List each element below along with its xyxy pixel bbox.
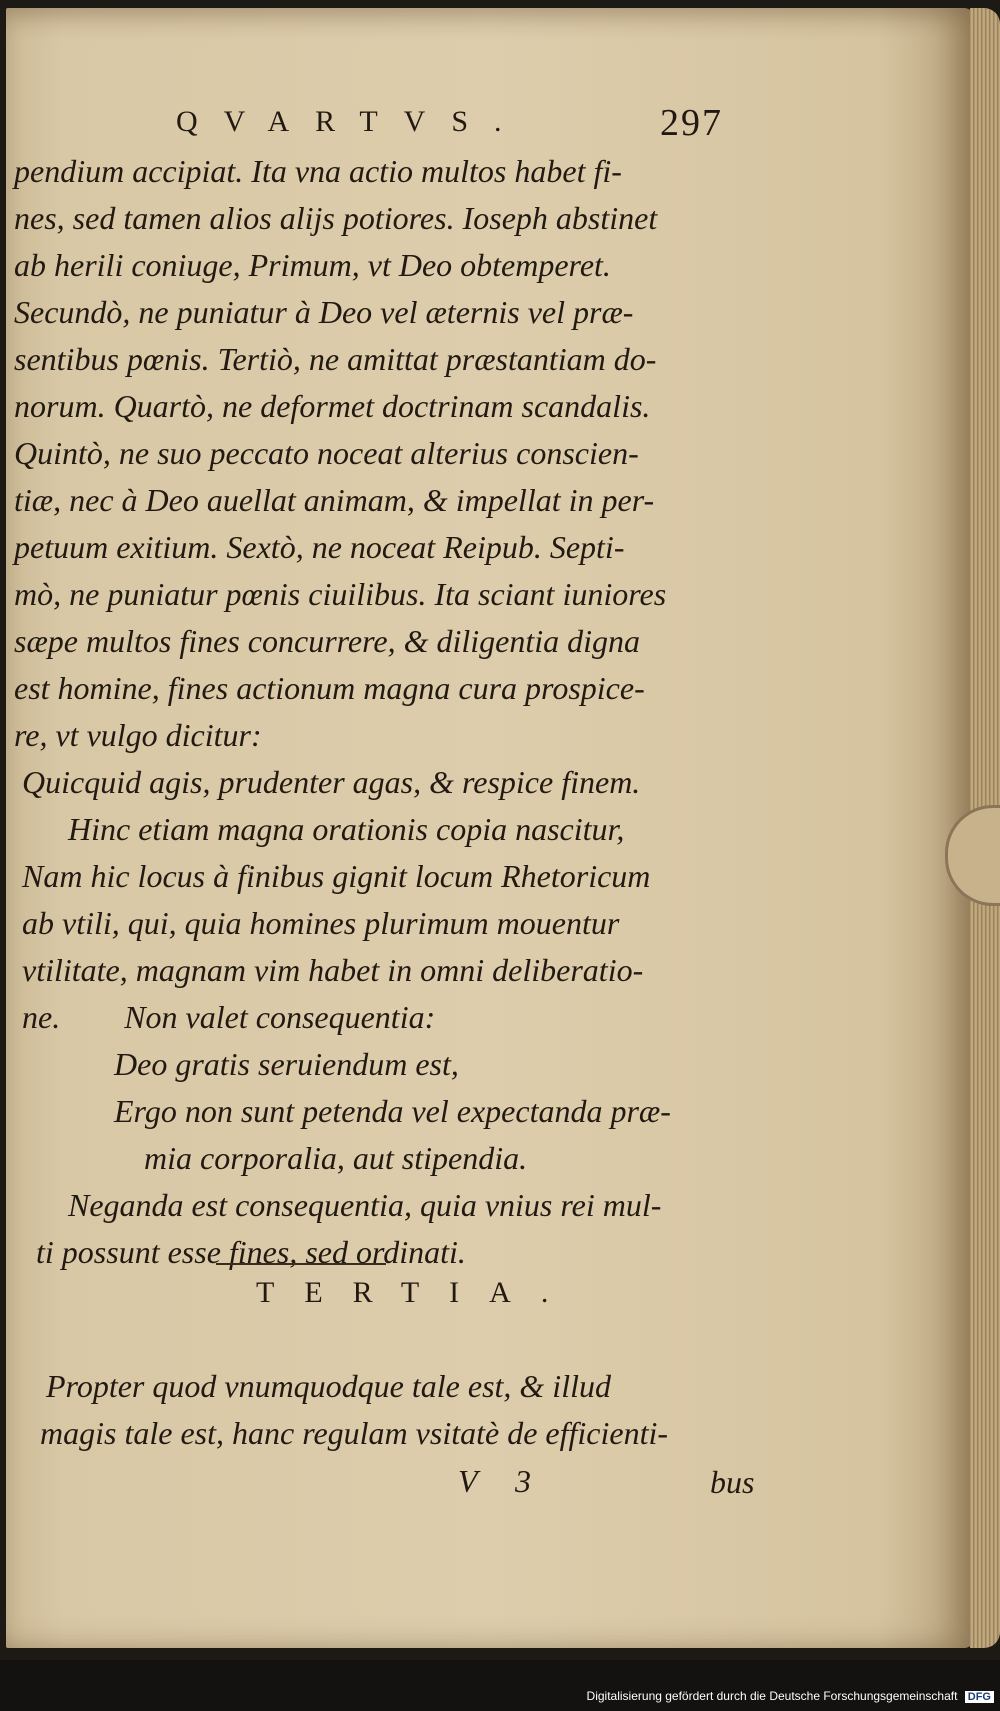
credit-text: Digitalisierung gefördert durch die Deutsche Forschungsgemeinschaft bbox=[586, 1689, 958, 1703]
book-page bbox=[6, 8, 974, 1648]
page-text bbox=[6, 8, 974, 1648]
running-title: QVARTVS. bbox=[176, 105, 528, 138]
body-line: vtilitate, magnam vim habet in omni deliberatio- bbox=[22, 952, 644, 988]
section-heading: TERTIA. bbox=[256, 1276, 579, 1309]
body-line: mò, ne puniatur pœnis ciuilibus. Ita sciant iuniores bbox=[14, 576, 667, 612]
section-rule bbox=[216, 1263, 386, 1265]
body-line: ab vtili, qui, quia homines plurimum mouentur bbox=[22, 905, 620, 941]
body-line: Nam hic locus à finibus gignit locum Rhetoricum bbox=[22, 858, 651, 894]
verse-line: Ergo non sunt petenda vel expectanda præ- bbox=[114, 1093, 671, 1129]
verse-line: mia corporalia, aut stipendia. bbox=[144, 1140, 528, 1176]
body-line: ne. Non valet consequentia: bbox=[22, 999, 436, 1035]
body-line: ab herili coniuge, Primum, vt Deo obtemperet. bbox=[14, 247, 611, 283]
body-line: tiæ, nec à Deo auellat animam, & impellat in per- bbox=[14, 482, 655, 518]
body-line: norum. Quartò, ne deformet doctrinam scandalis. bbox=[14, 388, 651, 424]
body-line: Secundò, ne puniatur à Deo vel æternis vel præ- bbox=[14, 294, 634, 330]
body-line: sentibus pœnis. Tertiò, ne amittat præstantiam do- bbox=[14, 341, 657, 377]
body-line: petuum exitium. Sextò, ne noceat Reipub. Septi- bbox=[14, 529, 625, 565]
running-head bbox=[6, 102, 974, 145]
signature-mark: V 3 bbox=[458, 1463, 531, 1499]
body-line: Hinc etiam magna orationis copia nascitur, bbox=[68, 811, 625, 847]
body-line: magis tale est, hanc regulam vsitatè de efficienti- bbox=[40, 1415, 668, 1451]
body-line: est homine, fines actionum magna cura prospice- bbox=[14, 670, 645, 706]
body-line: re, vt vulgo dicitur: bbox=[14, 717, 262, 753]
body-line: ti possunt esse fines, sed ordinati. bbox=[36, 1234, 466, 1270]
body-line: nes, sed tamen alios alijs potiores. Ioseph abstinet bbox=[14, 200, 658, 236]
body-line: sæpe multos fines concurrere, & diligentia digna bbox=[14, 623, 641, 659]
body-line: Quintò, ne suo peccato noceat alterius conscien- bbox=[14, 435, 639, 471]
dfg-logo: DFG bbox=[965, 1691, 994, 1703]
catchword: bus bbox=[710, 1464, 755, 1500]
verse-line: Deo gratis seruiendum est, bbox=[114, 1046, 459, 1082]
body-line: Neganda est consequentia, quia vnius rei mul- bbox=[68, 1187, 662, 1223]
body-line: Propter quod vnumquodque tale est, & illud bbox=[46, 1368, 611, 1404]
body-line: pendium accipiat. Ita vna actio multos habet fi- bbox=[14, 153, 622, 189]
body-line: Quicquid agis, prudenter agas, & respice finem. bbox=[22, 764, 641, 800]
page-number: 297 bbox=[660, 102, 723, 144]
digitization-credit bbox=[587, 1689, 994, 1703]
